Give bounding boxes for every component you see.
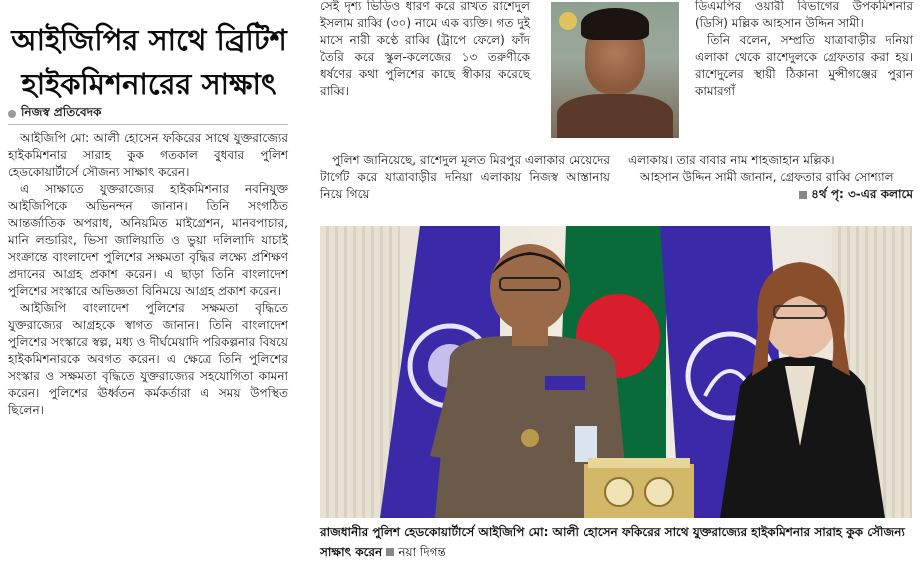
continuation-text: ৪র্থ পৃ: ৩-এর কলামে bbox=[811, 187, 913, 201]
byline-text: নিজস্ব প্রতিবেদক bbox=[21, 105, 102, 119]
plaque bbox=[584, 458, 694, 518]
mid-top-text: সেই দৃশ্য ভিডিও ধারণ করে রাখত রাশেদুল ইসলাম রাব্বি (৩০) নামে এক ব্যক্তি। গত দুই মাসে নারী কণ্ঠে রাব্বি (ট্রাপে ফেলে) ফাঁদ তৈরি করে স্কুল-কলেজের ১৩ তরুণীকে ধর্ষণের কথা পুলিশের কাছে স্বীকার করেছে রাব্বি। bbox=[320, 0, 530, 98]
divider bbox=[8, 124, 288, 125]
right-bottom-text-2: আহসান উদ্দিন সামী জানান, গ্রেফতার রাব্বি সোশ্যাল bbox=[640, 170, 894, 184]
headline-line-1: আইজিপির সাথে ব্রিটিশ bbox=[11, 23, 287, 57]
paragraph-3: আইজিপি বাংলাদেশ পুলিশের সক্ষমতা বৃদ্ধিতে যুক্তরাজ্যের আগ্রহকে স্বাগত জানান। তিনি বাংলাদেশ পুলিশের সংস্কারে স্বল্প, মধ্য ও দীর্ঘমেয়াদি পরিকল্পনার বিষয়ে হাইকমিশনারকে অবগত করেন। এ ক্ষেত্রে তিনি পুলিশের সংস্কার ও সক্ষমতা বৃদ্ধিতে যুক্তরাজ্যের সহযোগিতা কামনা করেন। পুলিশের ঊর্ধ্বতন কর্মকর্তারা এ সময় উপস্থিত ছিলেন। bbox=[8, 301, 288, 417]
article-body-left bbox=[8, 130, 288, 419]
photo-caption bbox=[320, 522, 912, 562]
other-article-mid-bottom bbox=[320, 152, 610, 203]
other-article-right-bottom bbox=[628, 152, 913, 204]
bullet-icon bbox=[8, 110, 16, 118]
caption-source bbox=[386, 542, 445, 562]
photo-hair bbox=[581, 8, 649, 40]
paragraph-1: আইজিপি মো: আলী হোসেন ফকিরের সাথে যুক্তরাজ্যের হাইকমিশনার সারাহ কুক গতকাল বুধবার পুলিশ হেডকোয়ার্টার্সে সৌজন্য সাক্ষাৎ করেন। bbox=[8, 131, 288, 179]
high-commissioner-figure bbox=[700, 246, 900, 518]
paragraph-2: এ সাক্ষাতে যুক্তরাজ্যের হাইকমিশনার নবনিযুক্ত আইজিপিকে অভিনন্দন জানান। তিনি সংগঠিত আন্তর্জাতিক অপরাধ, অনিয়মিত মাইগ্রেশন, মানবপাচার, মানি লন্ডারিং, ভিসা জালিয়াতি ও ভুয়া দলিলাদি যাচাই সংক্রান্তে বাংলাদেশ পুলিশের সক্ষমতা বৃদ্ধির লক্ষ্যে প্রশিক্ষণ প্রদানের আগ্রহ প্রকাশ করেন। এ ছাড়া তিনি বাংলাদেশ পুলিশের সংস্কারে অভিজ্ঞতা বিনিময়ে আগ্রহ প্রকাশ করেন। bbox=[8, 182, 288, 298]
mid-bottom-text: পুলিশ জানিয়েছে, রাশেদুল মূলত মিরপুর এলাকার মেয়েদের টার্গেট করে যাত্রাবাড়ীর দনিয়া এলাকায় নিজস্ব আস্তানায় নিয়ে গিয়ে bbox=[320, 153, 610, 201]
photo-shirt bbox=[557, 94, 673, 138]
right-bottom-text-1: এলাকায়। তার বাবার নাম শাহজাহান মল্লিক। bbox=[628, 153, 835, 167]
right-top-text-1: ডিএমপির ওয়ারী বিভাগের উপকমিশনার (ডিসি) মল্লিক আহসান উদ্দিন সামী। bbox=[695, 0, 913, 30]
other-article-mid-top bbox=[320, 0, 530, 100]
other-article-right-top bbox=[695, 0, 913, 100]
square-bullet-icon bbox=[799, 191, 807, 199]
headline-line-2: হাইকমিশনারের সাক্ষাৎ bbox=[21, 67, 277, 101]
article-headline bbox=[8, 18, 290, 106]
caption-source-text: নয়া দিগন্ত bbox=[398, 545, 446, 559]
caption-text: রাজধানীর পুলিশ হেডকোয়ার্টার্সে আইজিপি মো: আলী হোসেন ফকিরের সাথে যুক্তরাজ্যের হাইকমিশনার সারাহ কুক সৌজন্য সাক্ষাৎ করেন bbox=[320, 525, 905, 559]
meeting-photo bbox=[320, 226, 912, 518]
flower-icon bbox=[559, 12, 577, 30]
byline bbox=[8, 104, 101, 124]
right-top-text-2: তিনি বলেন, সম্প্রতি যাত্রাবাড়ীর দনিয়া এলাকা থেকে রাশেদুলকে গ্রেফতার করা হয়। রাশেদুলের স্থায়ী ঠিকানা মুন্সীগঞ্জের পুরান কামারগাঁ bbox=[695, 33, 913, 98]
suspect-photo bbox=[551, 2, 679, 138]
square-bullet-icon bbox=[386, 548, 394, 556]
continuation-note bbox=[799, 186, 913, 203]
